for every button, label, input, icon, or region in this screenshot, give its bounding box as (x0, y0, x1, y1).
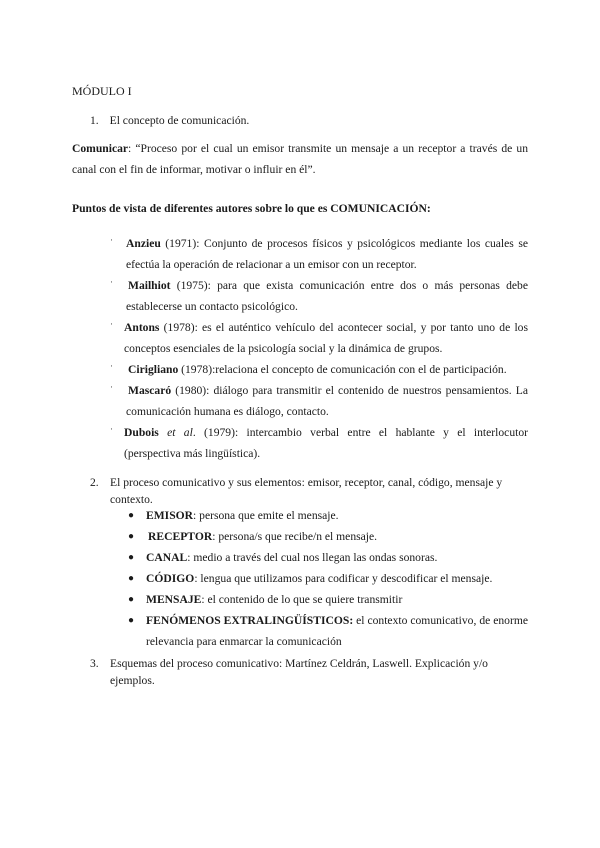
element-description: : medio a través del cual nos llegan las ondas sonoras. (187, 551, 438, 564)
author-description: : es el auténtico vehículo del acontecer social, y por tanto uno de los conceptos esenciales de la psicología social y la dinámica de grupos. (124, 321, 528, 355)
bullet-disc-icon: ● (128, 552, 135, 563)
author-item (110, 422, 528, 464)
authors-heading-text: Puntos de vista de diferentes autores sobre lo que es COMUNICACIÓN: (72, 202, 431, 215)
author-text (126, 275, 528, 317)
section-1 (90, 114, 249, 127)
section-2-number: 2. (90, 476, 99, 489)
definition-paragraph (72, 138, 528, 180)
authors-list (110, 233, 528, 464)
bullet-dot-icon: · (110, 319, 113, 329)
element-description: el contexto comunicativo, de enorme relevancia para enmarcar la comunicación (146, 614, 528, 648)
element-item (128, 547, 528, 568)
element-description: : lengua que utilizamos para codificar y descodificar el mensaje. (194, 572, 493, 585)
section-1-text: El concepto de comunicación. (109, 114, 250, 127)
author-item (110, 380, 528, 422)
section-3-text: Esquemas del proceso comunicativo: Martínez Celdrán, Laswell. Explicación y/o ejemplos. (110, 657, 488, 687)
bullet-dot-icon: · (110, 361, 113, 371)
element-description: : persona que emite el mensaje. (193, 509, 339, 522)
element-item (128, 589, 528, 610)
element-name: CÓDIGO (146, 572, 195, 585)
author-item (110, 359, 528, 380)
element-name: MENSAJE (146, 593, 202, 606)
page-title: MÓDULO I (72, 84, 132, 98)
author-name: Dubois (124, 426, 159, 439)
author-etal: et al (167, 426, 193, 439)
author-description: : Conjunto de procesos físicos y psicológicos mediante los cuales se efectúa la operación de relacionar a un emisor con un receptor. (126, 237, 528, 271)
element-name: FENÓMENOS EXTRALINGÜÍSTICOS: (146, 614, 354, 627)
author-item (110, 233, 528, 275)
element-name: CANAL (146, 551, 188, 564)
author-text (126, 380, 528, 422)
author-name: Anzieu (126, 237, 161, 250)
element-name: RECEPTOR (148, 530, 213, 543)
author-text (124, 422, 528, 464)
element-description: : persona/s que recibe/n el mensaje. (212, 530, 378, 543)
authors-heading (72, 202, 431, 215)
author-text (124, 317, 528, 359)
element-text (146, 610, 528, 652)
section-2 (90, 474, 530, 508)
element-item (128, 505, 528, 526)
author-description: : diálogo para transmitir el contenido de nuestros pensamientos. La comunicación humana es diálogo, contacto. (126, 384, 528, 418)
author-item (110, 275, 528, 317)
section-3 (90, 655, 530, 689)
element-text (148, 526, 377, 547)
author-text (128, 359, 528, 380)
bullet-disc-icon: ● (128, 594, 135, 605)
author-year: (1978) (159, 321, 195, 334)
author-year: . (1979) (192, 426, 235, 439)
author-description: : intercambio verbal entre el hablante y el interlocutor (perspectiva más lingüística). (124, 426, 528, 460)
author-year: (1978) (178, 363, 213, 376)
element-description: : el contenido de lo que se quiere transmitir (201, 593, 403, 606)
author-name: Mailhiot (128, 279, 171, 292)
section-2-text: El proceso comunicativo y sus elementos: emisor, receptor, canal, código, mensaje y contexto. (110, 476, 503, 506)
bullet-dot-icon: · (110, 382, 113, 392)
definition-text: : “Proceso por el cual un emisor transmite un mensaje a un receptor a través de un canal con el fin de informar, motivar o influir en él”. (72, 142, 528, 176)
author-year: (1980) (171, 384, 207, 397)
bullet-dot-icon: · (110, 424, 113, 434)
author-name: Mascaró (128, 384, 172, 397)
bullet-disc-icon: ● (128, 531, 135, 542)
bullet-dot-icon: · (110, 277, 113, 287)
author-year: (1975) (170, 279, 208, 292)
author-item (110, 317, 528, 359)
bullet-dot-icon: · (110, 235, 113, 245)
element-text (146, 589, 402, 610)
author-name: Antons (124, 321, 160, 334)
bullet-disc-icon: ● (128, 510, 135, 521)
bullet-disc-icon: ● (128, 573, 135, 584)
author-year: (1971) (160, 237, 197, 250)
author-description: :relaciona el concepto de comunicación con el de participación. (212, 363, 507, 376)
element-item (128, 610, 528, 652)
author-name: Cirigliano (128, 363, 179, 376)
author-text (126, 233, 528, 275)
elements-list (128, 505, 528, 652)
section-1-number: 1. (90, 114, 99, 127)
element-item (128, 526, 528, 547)
bullet-disc-icon: ● (128, 615, 135, 626)
element-text (146, 547, 437, 568)
element-name: EMISOR (146, 509, 194, 522)
element-text (146, 505, 339, 526)
section-3-number: 3. (90, 657, 99, 670)
element-item (128, 568, 528, 589)
author-description: : para que exista comunicación entre dos o más personas debe establecerse un contacto psicológico. (126, 279, 529, 313)
definition-term: Comunicar (72, 142, 129, 155)
element-text (146, 568, 492, 589)
